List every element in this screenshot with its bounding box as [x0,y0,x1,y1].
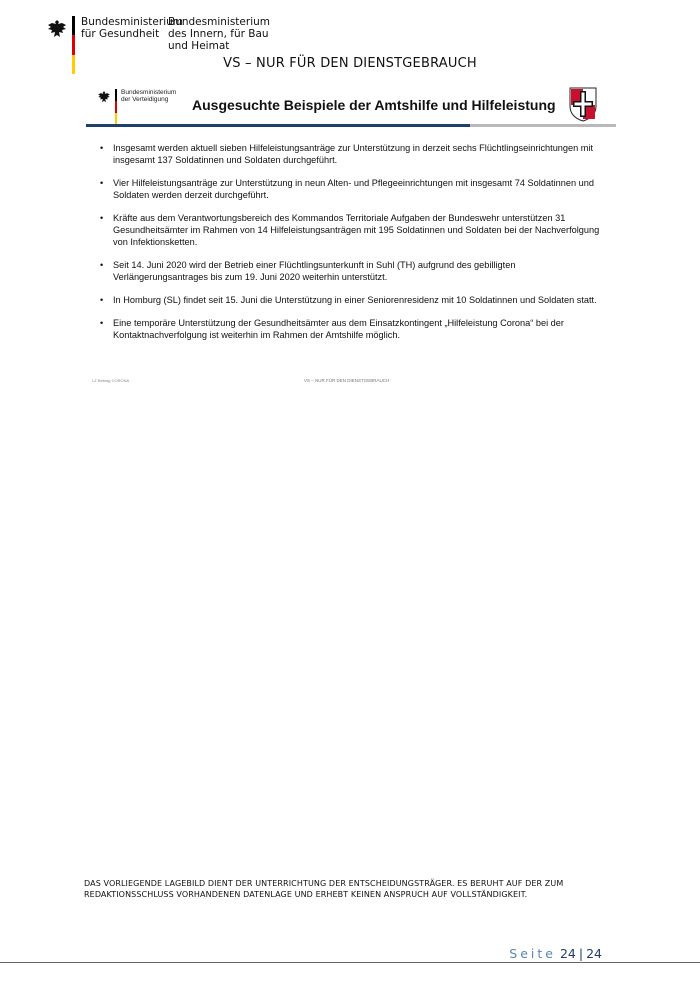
list-item: • In Homburg (SL) findet seit 15. Juni die Unterstützung in einer Seniorenresidenz mit 10 Soldatinnen und Soldaten statt. [96,294,606,306]
ministry-interior-name: Bundesministerium des Innern, für Bau und Heimat [168,16,270,52]
slide-footer-classification: VS – NUR FÜR DEN DIENSTGEBRAUCH [304,378,390,383]
list-item: • Vier Hilfeleistungsanträge zur Unterstützung in neun Alten- und Pflegeeinrichtungen mit insgesamt 74 Soldatinnen und Soldaten werden derzeit durchgeführt. [96,177,606,201]
federal-eagle-icon [46,18,68,40]
slide-footer-left: LZ Beitrag CORONA [92,378,130,383]
bundeswehr-crest-icon [568,86,598,122]
bullet-list [96,142,606,352]
list-item: • Kräfte aus dem Verantwortungsbereich des Kommandos Territoriale Aufgaben der Bundeswehr unterstützen 31 Gesundheitsämter im Rahmen von 14 Hilfeleistungsanträgen mit 195 Soldatinnen und Soldaten bei der Nachverfolgung von Infektionsketten. [96,212,606,248]
list-item: • Seit 14. Juni 2020 wird der Betrieb einer Flüchtlingsunterkunft in Suhl (TH) aufgrund des gebilligten Verlängerungsantrages bis zum 19. Juni 2020 weiterhin unterstützt. [96,259,606,283]
federal-eagle-icon [97,90,111,104]
list-item: • Eine temporäre Unterstützung der Gesundheitsämter aus dem Einsatzkontingent „Hilfeleistung Corona“ bei der Kontaktnachverfolgung ist weiterhin im Rahmen der Amtshilfe möglich. [96,317,606,341]
embedded-slide [86,84,616,389]
german-flag-bar [115,89,117,125]
ministry-health-name: Bundesministerium für Gesundheit [81,16,183,40]
disclaimer-text: DAS VORLIEGENDE LAGEBILD DIENT DER UNTERRICHTUNG DER ENTSCHEIDUNGSTRÄGER. ES BERUHT AUF DER ZUM REDAKTIONSSCHLUSS VORHANDENEN DATENLAGE UND ERHEBT KEINEN ANSPRUCH AUF VOLLSTÄNDIGKEIT. [84,879,564,899]
page-number: Seite 24 | 24 [509,946,602,961]
footer-divider [0,962,700,963]
slide-title: Ausgesuchte Beispiele der Amtshilfe und Hilfeleistung [192,97,556,113]
page-current: 24 [559,946,576,961]
classification-label: VS – NUR FÜR DEN DIENSTGEBRAUCH [223,56,477,71]
page-word: Seite [509,946,556,961]
list-item: • Insgesamt werden aktuell sieben Hilfeleistungsanträge zur Unterstützung in derzeit sechs Flüchtlingseinrichtungen mit insgesamt 137 Soldatinnen und Soldaten durchgeführt. [96,142,606,166]
ministry-defence-name: Bundesministerium der Verteidigung [121,89,177,103]
slide-header-rule [86,124,616,127]
page-total: 24 [586,946,602,961]
